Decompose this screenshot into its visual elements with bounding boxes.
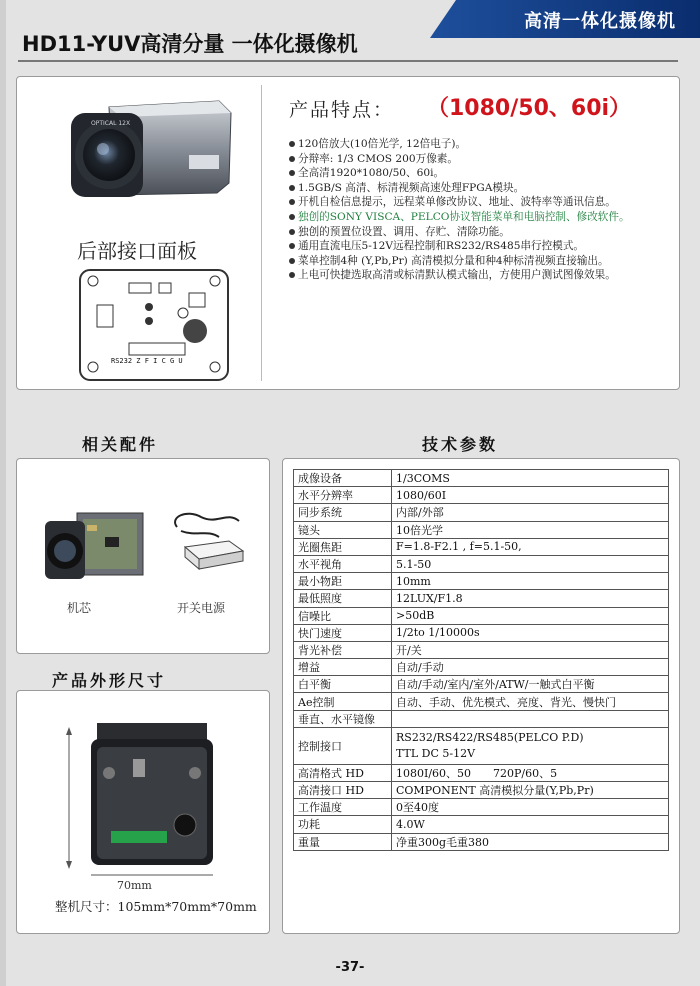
spec-value: 10mm: [392, 573, 669, 590]
spec-value: 净重300g毛重380: [392, 833, 669, 850]
accessory-caption: 机芯: [67, 601, 92, 615]
spec-value: 5.1-50: [392, 555, 669, 572]
feature-item: 菜单控制4种 (Y,Pb,Pr) 高清模拟分量和种4种标清视频直接输出。: [289, 254, 685, 269]
spec-row: [294, 710, 669, 727]
spec-key: 水平视角: [294, 555, 392, 572]
features-resolution: （1080/50、60i）: [427, 96, 632, 121]
feature-item: 分辩率: 1/3 CMOS 200万像素。: [289, 152, 685, 167]
accessories-heading: 相关配件: [82, 435, 159, 454]
spec-value: [392, 727, 669, 764]
spec-row: [294, 590, 669, 607]
spec-row: [294, 573, 669, 590]
spec-key: 功耗: [294, 816, 392, 833]
features-list: [289, 137, 685, 283]
spec-key: 最小物距: [294, 573, 392, 590]
spec-key: 信噪比: [294, 607, 392, 624]
spec-row: [294, 764, 669, 781]
width-label: 70mm: [117, 879, 152, 892]
feature-item: 全高清1920*1080/50、60i。: [289, 166, 685, 181]
spec-row: [294, 487, 669, 504]
spec-value: [392, 710, 669, 727]
lens-label: OPTICAL 12X: [91, 120, 131, 127]
spec-key: 同步系统: [294, 504, 392, 521]
spec-value: COMPONENT 高清模拟分量(Y,Pb,Pr): [392, 782, 669, 799]
spec-key: 光圈焦距: [294, 538, 392, 555]
banner-label: 高清一体化摄像机: [524, 11, 676, 32]
rear-connector-label: RS232 Z F I C G U: [111, 357, 183, 365]
spec-key: 背光补偿: [294, 641, 392, 658]
spec-row: [294, 799, 669, 816]
spec-value-line: TTL DC 5-12V: [396, 746, 476, 760]
spec-row: [294, 521, 669, 538]
spec-row: [294, 624, 669, 641]
specs-panel: [282, 458, 680, 934]
spec-value: 1/3COMS: [392, 470, 669, 487]
dimensions-panel: [16, 690, 270, 934]
spec-row: [294, 782, 669, 799]
spec-key: 垂直、水平镜像: [294, 710, 392, 727]
spec-value-line: RS232/RS422/RS485(PELCO P.D): [396, 730, 584, 744]
spec-row: [294, 693, 669, 710]
dimensions-heading: 产品外形尺寸: [52, 671, 167, 690]
spec-row: [294, 659, 669, 676]
spec-key: 成像设备: [294, 470, 392, 487]
feature-item: 开机自检信息提示，远程菜单修改协议、地址、波特率等通讯信息。: [289, 195, 685, 210]
spec-value: 自动/手动/室内/室外/ATW/一触式白平衡: [392, 676, 669, 693]
rear-panel-label: 后部接口面板: [77, 239, 197, 263]
spec-value: 内部/外部: [392, 504, 669, 521]
spec-row: [294, 641, 669, 658]
spec-key: 工作温度: [294, 799, 392, 816]
spec-value: 自动、手动、优先模式、亮度、背光、慢快门: [392, 693, 669, 710]
panel-divider: [261, 85, 262, 381]
features-title: 产品特点：: [289, 99, 395, 121]
spec-key: 快门速度: [294, 624, 392, 641]
feature-item: 独创的SONY VISCA、PELCO协议智能菜单和电脑控制、修改软件。: [289, 210, 685, 225]
accessories-panel: [16, 458, 270, 654]
feature-item: 120倍放大(10倍光学, 12倍电子)。: [289, 137, 685, 152]
spec-row: [294, 555, 669, 572]
spec-value: F=1.8-F2.1 , f=5.1-50,: [392, 538, 669, 555]
power-adapter-photo: [167, 507, 247, 577]
spec-value: 1080/60I: [392, 487, 669, 504]
spec-key: 镜头: [294, 521, 392, 538]
spec-key: 水平分辨率: [294, 487, 392, 504]
spec-value: 0至40度: [392, 799, 669, 816]
spec-value: 4.0W: [392, 816, 669, 833]
page-number: -37-: [335, 960, 365, 975]
spec-row: [294, 607, 669, 624]
accessory-caption: 开关电源: [177, 601, 226, 615]
spec-key: 高清接口 HD: [294, 782, 392, 799]
spec-value: 1080I/60、50 720P/60、5: [392, 764, 669, 781]
spec-value: 1/2to 1/10000s: [392, 624, 669, 641]
title-divider: [18, 60, 678, 62]
feature-item: 独创的预置位设置、调用、存贮、清除功能。: [289, 225, 685, 240]
spec-value: >50dB: [392, 607, 669, 624]
feature-item: 1.5GB/S 高清、标清视频高速处理FPGA模块。: [289, 181, 685, 196]
camera-module-photo: [43, 509, 147, 585]
spec-row: [294, 833, 669, 850]
spec-value: 10倍光学: [392, 521, 669, 538]
spec-row: [294, 727, 669, 764]
spec-row: [294, 504, 669, 521]
spec-key: 增益: [294, 659, 392, 676]
page-title: HD11-YUV高清分量 一体化摄像机: [22, 32, 358, 56]
spec-row: [294, 470, 669, 487]
spec-key: 重量: [294, 833, 392, 850]
rear-panel-photo: [79, 269, 229, 381]
spec-row: [294, 816, 669, 833]
spec-key: Ae控制: [294, 693, 392, 710]
spec-row: [294, 538, 669, 555]
spec-row: [294, 676, 669, 693]
spec-value: 自动/手动: [392, 659, 669, 676]
specs-heading: 技术参数: [422, 435, 499, 454]
overall-size: 整机尺寸：105mm*70mm*70mm: [55, 899, 257, 914]
spec-key: 控制接口: [294, 727, 392, 764]
spec-key: 高清格式 HD: [294, 764, 392, 781]
feature-item: 上电可快捷选取高清或标清默认模式输出，方使用户测试图像效果。: [289, 268, 685, 283]
camera-rear-photo: [57, 713, 227, 883]
spec-key: 最低照度: [294, 590, 392, 607]
spec-key: 白平衡: [294, 676, 392, 693]
spec-value: 开/关: [392, 641, 669, 658]
specs-table: [293, 469, 669, 851]
spec-value: 12LUX/F1.8: [392, 590, 669, 607]
camera-photo: [69, 95, 235, 207]
product-overview-panel: [16, 76, 680, 390]
feature-item: 通用直流电压5-12V远程控制和RS232/RS485串行控模式。: [289, 239, 685, 254]
